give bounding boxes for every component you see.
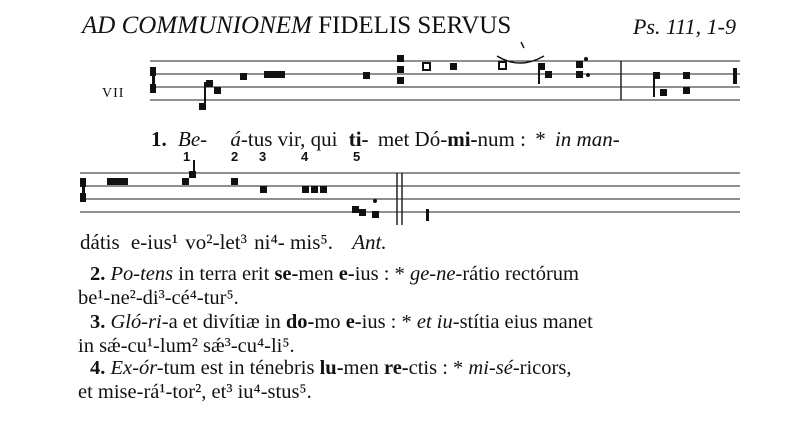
asterisk: * xyxy=(535,127,546,151)
lyric-syllable: met Dó- xyxy=(377,127,448,151)
title-italic: AD COMMUNIONEM xyxy=(82,12,312,39)
mode-label: VII xyxy=(102,86,125,101)
intonation-number: 1 xyxy=(183,149,191,164)
lyric-word: dátis xyxy=(80,230,120,254)
lyric-syllable: Be- xyxy=(178,127,208,151)
verse-2-cadence: be¹-ne²-di³-cé⁴-tur⁵. xyxy=(78,287,239,309)
lyric-word: mis⁵. xyxy=(290,230,333,254)
lyric-syllable: num : xyxy=(477,127,526,151)
lyric-word: e-ius¹ xyxy=(130,230,179,254)
title-roman: FIDELIS SERVUS xyxy=(318,12,512,39)
antiphon-label: Ant. xyxy=(352,230,387,254)
verse-4: 4. Ex-ór-tum est in ténebris lu-men re-ctis : * mi-sé-ricors, xyxy=(90,357,572,379)
lyric-syllable: mi- xyxy=(447,127,478,151)
lyric-word: ni⁴- xyxy=(254,230,285,254)
lyric-syllable: tus vir, qui xyxy=(247,127,338,151)
lyric-line-1 xyxy=(151,127,620,152)
intonation-number: 2 xyxy=(231,149,239,164)
verse-3: 3. Gló-ri-a et divítiæ in do-mo e-ius : * et iu-stítia eius manet xyxy=(90,311,593,333)
lyric-syllable: in man- xyxy=(554,127,620,151)
lyric-syllable: á- xyxy=(230,127,248,151)
intonation-number: 3 xyxy=(259,149,267,164)
intonation-number: 4 xyxy=(301,149,309,164)
verse-2: 2. Po-tens in terra erit se-men e-ius : * ge-ne-rátio rectórum xyxy=(90,263,579,285)
lyric-word: vo²-let³ xyxy=(185,230,247,254)
lyric-syllable: ti- xyxy=(348,127,369,151)
tie-stroke xyxy=(521,42,524,48)
verse-4-cadence: et mise-rá¹-tor², et³ iu⁴-stus⁵. xyxy=(78,381,312,403)
staff-2 xyxy=(80,173,740,225)
psalm-reference: Ps. 111, 1-9 xyxy=(632,14,736,39)
verse-number: 1. xyxy=(151,127,167,151)
staff-1 xyxy=(150,61,740,100)
neumes-1 xyxy=(150,55,737,110)
verse-3-cadence: in sǽ-cu¹-lum² sǽ³-cu⁴-li⁵. xyxy=(78,335,295,357)
intonation-number: 5 xyxy=(353,149,361,164)
lyric-line-2 xyxy=(80,230,387,255)
